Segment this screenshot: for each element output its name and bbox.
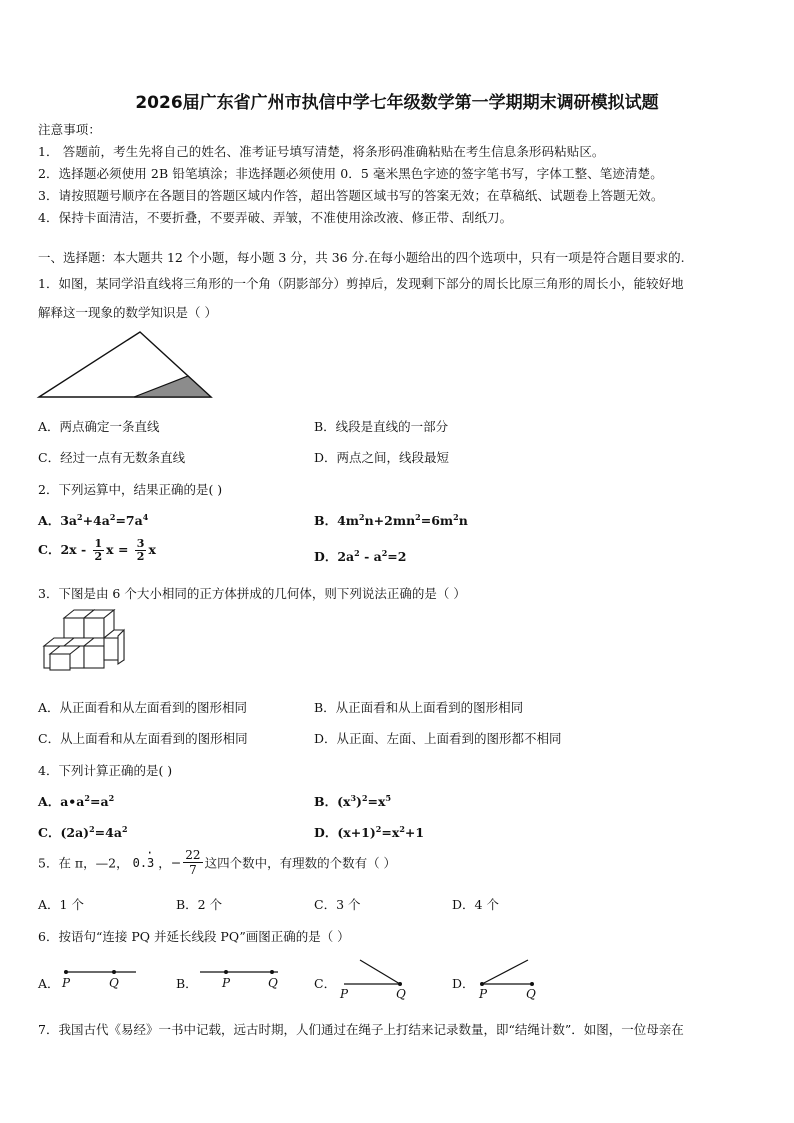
- point-q: [112, 970, 116, 974]
- exponent: 2: [354, 547, 360, 558]
- q2-option-c[interactable]: [38, 538, 156, 563]
- q6-option-b[interactable]: [176, 974, 198, 992]
- term: =x: [381, 825, 400, 840]
- q2-stem: 2．下列运算中，结果正确的是( ): [38, 482, 223, 497]
- q1-option-c[interactable]: C．经过一点有无数条直线: [38, 450, 186, 465]
- option-label: C．: [38, 542, 61, 557]
- option-label: A．: [38, 976, 60, 991]
- exponent: 2: [121, 823, 128, 834]
- q4-option-b[interactable]: [314, 792, 391, 810]
- term: 4m: [337, 513, 360, 528]
- term: x: [148, 542, 156, 557]
- q1-stem-line2: 解释这一现象的数学知识是（ ）: [38, 305, 217, 320]
- point-q: [530, 982, 534, 986]
- decimal-value: 0.3: [132, 855, 155, 870]
- exponent: 5: [385, 792, 392, 803]
- q2-option-b[interactable]: [314, 511, 468, 529]
- term: =6m: [420, 513, 454, 528]
- label-q: Q: [109, 976, 119, 990]
- q6-option-a[interactable]: [38, 974, 60, 992]
- option-label: C．: [38, 825, 61, 840]
- exponent: 4: [142, 511, 149, 522]
- label-q: Q: [268, 976, 278, 990]
- q6-figure-c: [336, 956, 406, 990]
- option-label: B．: [314, 794, 338, 809]
- exponent: 2: [381, 547, 388, 558]
- term: =7a: [115, 513, 143, 528]
- q1-option-a[interactable]: A．两点确定一条直线: [38, 419, 160, 434]
- term: (x: [337, 794, 351, 809]
- term: a•a: [60, 794, 85, 809]
- option-label: D．: [314, 549, 338, 564]
- q4-stem: 4．下列计算正确的是( ): [38, 763, 173, 778]
- q5-option-b[interactable]: B．2 个: [176, 897, 223, 912]
- q5-stem: [38, 845, 397, 877]
- term: 2a: [337, 549, 355, 564]
- label-p: P: [479, 987, 488, 1001]
- q4-option-c[interactable]: [38, 823, 128, 841]
- label-q: Q: [396, 987, 406, 1001]
- point-q: [398, 982, 402, 986]
- q7-stem-line1: 7．我国古代《易经》一书中记载，远古时期，人们通过在绳子上打结来记录数量，即“结绳计数”．如图，一位母亲在: [38, 1022, 684, 1037]
- point-p: [480, 982, 484, 986]
- fraction: [135, 538, 147, 563]
- exponent: 2: [361, 792, 368, 803]
- exponent: 2: [109, 511, 116, 522]
- term: n+2mn: [364, 513, 416, 528]
- q5-text-post: 这四个数中，有理数的个数有（ ）: [204, 855, 397, 871]
- option-label: A．: [38, 794, 61, 809]
- q3-cubes-figure: [40, 608, 130, 672]
- option-label: D．: [452, 976, 475, 991]
- denominator: 7: [189, 863, 197, 877]
- exponent: 2: [77, 511, 83, 522]
- q6-figure-a: [60, 964, 140, 994]
- ray: [360, 960, 400, 984]
- notice-item-4: 4．保持卡面清洁，不要折叠，不要弄破、弄皱，不准使用涂改液、修正带、刮纸刀。: [38, 210, 513, 225]
- exponent: 3: [350, 792, 357, 803]
- denominator: 2: [94, 550, 103, 563]
- q5-option-d[interactable]: D．4 个: [452, 897, 499, 912]
- q1-stem-line1: 1．如图，某同学沿直线将三角形的一个角（阴影部分）剪掉后，发现剩下部分的周长比原三角形的周长小，能较好地: [38, 276, 684, 291]
- numerator: 3: [136, 537, 145, 550]
- term: (x+1): [337, 825, 376, 840]
- exponent: 2: [359, 511, 365, 522]
- option-label: C．: [314, 976, 337, 991]
- point-p: [64, 970, 68, 974]
- denominator: 2: [136, 550, 145, 563]
- page-title: 2026届广东省广州市执信中学七年级数学第一学期期末调研模拟试题: [135, 93, 659, 113]
- exponent: 2: [89, 823, 95, 834]
- q5-repeating-decimal: [132, 845, 155, 870]
- q3-option-b[interactable]: B．从正面看和从上面看到的图形相同: [314, 700, 524, 715]
- label-p: P: [62, 976, 71, 990]
- q1-option-d[interactable]: D．两点之间，线段最短: [314, 450, 450, 465]
- term: =x: [367, 794, 386, 809]
- option-label: B．: [314, 513, 338, 528]
- notice-item-1: 1． 答题前，考生先将自己的姓名、准考证号填写清楚，将条形码准确粘贴在考生信息条形码粘贴区。: [38, 144, 605, 159]
- minus-sign: −: [170, 855, 182, 870]
- q3-stem: 3．下图是由 6 个大小相同的正方体拼成的几何体，则下列说法正确的是（ ）: [38, 586, 466, 601]
- label-p: P: [340, 987, 349, 1001]
- term: (2a): [60, 825, 90, 840]
- term: ): [356, 794, 362, 809]
- exponent: 2: [415, 511, 421, 522]
- option-label: B．: [176, 976, 198, 991]
- term: 3a: [60, 513, 77, 528]
- notice-heading: 注意事项：: [38, 122, 102, 137]
- ray: [482, 960, 528, 984]
- exponent: 2: [108, 792, 115, 803]
- exponent: 2: [399, 823, 405, 834]
- term: =a: [89, 794, 109, 809]
- term: - a: [359, 549, 382, 564]
- notice-item-3: 3．请按照题号顺序在各题目的答题区域内作答，超出答题区域书写的答案无效；在草稿纸、试题卷上答题无效。: [38, 188, 664, 203]
- point-q: [270, 970, 274, 974]
- q2-option-a[interactable]: [38, 511, 148, 529]
- q3-option-d[interactable]: D．从正面、左面、上面看到的图形都不相同: [314, 731, 562, 746]
- q5-text-pre: 5．在 π，—2，: [38, 855, 129, 871]
- q1-option-b[interactable]: B．线段是直线的一部分: [314, 419, 449, 434]
- label-q: Q: [526, 987, 536, 1001]
- term: n: [458, 513, 468, 528]
- q3-option-a[interactable]: A．从正面看和从左面看到的图形相同: [38, 700, 248, 715]
- term: =4a: [94, 825, 122, 840]
- term: =2: [387, 549, 407, 564]
- fraction: [93, 538, 105, 563]
- q4-option-a[interactable]: [38, 792, 114, 810]
- exponent: 2: [84, 792, 90, 803]
- option-label: A．: [38, 513, 61, 528]
- section-heading: 一、选择题：本大题共 12 个小题，每小题 3 分，共 36 分.在每小题给出的四个选项中，只有一项是符合题目要求的.: [38, 250, 685, 265]
- term: x =: [106, 542, 133, 557]
- exponent: 2: [375, 823, 382, 834]
- q6-option-c[interactable]: [314, 974, 336, 992]
- term: 2x -: [60, 542, 91, 557]
- numerator: 1: [94, 537, 103, 550]
- q5-option-c[interactable]: C．3 个: [314, 897, 361, 912]
- term: +4a: [82, 513, 110, 528]
- q5-option-a[interactable]: A．1 个: [38, 897, 84, 912]
- notice-item-2: 2．选择题必须使用 2B 铅笔填涂；非选择题必须使用 0．5 毫米黑色字迹的签字笔书写，字体工整、笔迹清楚。: [38, 166, 663, 181]
- q6-option-d[interactable]: [452, 974, 475, 992]
- q6-stem: 6．按语句“连接 PQ 并延长线段 PQ”画图正确的是（ ）: [38, 929, 350, 944]
- q5-separator: ，: [158, 855, 171, 871]
- exponent: 2: [453, 511, 459, 522]
- q2-option-d[interactable]: [314, 547, 406, 565]
- term: +1: [404, 825, 425, 840]
- point-p: [224, 970, 228, 974]
- repeat-dot: ·: [146, 845, 154, 860]
- q6-figure-d: [474, 956, 544, 990]
- label-p: P: [222, 976, 231, 990]
- numerator: 22: [185, 848, 201, 862]
- q1-triangle-figure: [36, 328, 216, 400]
- option-label: D．: [314, 825, 338, 840]
- q3-option-c[interactable]: C．从上面看和从左面看到的图形相同: [38, 731, 248, 746]
- q4-option-d[interactable]: [314, 823, 424, 841]
- q1-shaded-corner: [134, 376, 211, 397]
- fraction: [183, 848, 202, 877]
